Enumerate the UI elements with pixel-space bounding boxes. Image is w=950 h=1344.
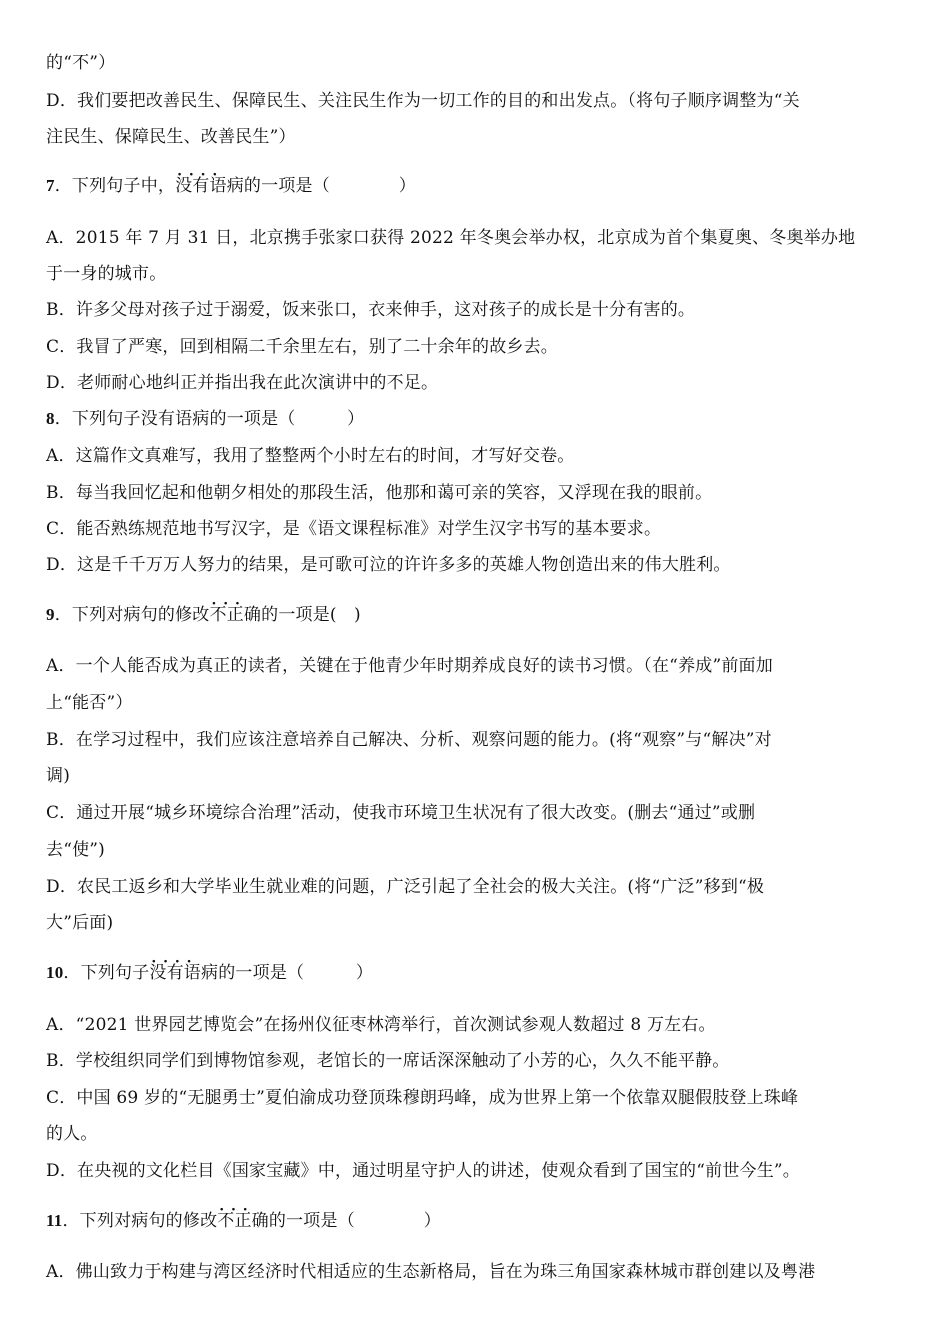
option-a: A．一个人能否成为真正的读者，关键在于他青少年时期养成良好的读书习惯。（在“养成”前面加 bbox=[46, 656, 773, 676]
question-text: ．下列句子中， bbox=[54, 176, 176, 196]
question-11 bbox=[46, 1210, 441, 1232]
question-10 bbox=[46, 962, 373, 984]
option-c: C．中国 69 岁的“无腿勇士”夏伯渝成功登顶珠穆朗玛峰，成为世界上第一个依靠双腿假肢登上珠峰 bbox=[46, 1088, 799, 1108]
text-line: 调) bbox=[46, 766, 71, 786]
question-text: 的一项是（ ） bbox=[268, 1211, 441, 1231]
text-line: 上“能否”） bbox=[46, 693, 133, 713]
emphasized-text: · · · · 没有语病 bbox=[149, 962, 218, 984]
option-d: D．老师耐心地纠正并指出我在此次演讲中的不足。 bbox=[46, 373, 439, 393]
option-c: C．能否熟练规范地书写汉字，是《语文课程标准》对学生汉字书写的基本要求。 bbox=[46, 519, 662, 539]
text-line: 的“不”） bbox=[46, 53, 116, 73]
question-9 bbox=[46, 604, 361, 626]
option-d: D．这是千千万万人努力的结果，是可歌可泣的许许多多的英雄人物创造出来的伟大胜利。 bbox=[46, 555, 731, 575]
option-b: B．每当我回忆起和他朝夕相处的那段生活，他那和蔼可亲的笑容，又浮现在我的眼前。 bbox=[46, 483, 713, 503]
emphasized-text: · · · 不正确 bbox=[210, 604, 262, 626]
question-text: ．下列对病句的修改 bbox=[54, 605, 210, 625]
option-a: A．佛山致力于构建与湾区经济时代相适应的生态新格局，旨在为珠三角国家森林城市群创建以及粤港 bbox=[46, 1262, 816, 1282]
question-number: 8 bbox=[46, 409, 55, 428]
text-line: 的人。 bbox=[46, 1124, 98, 1144]
text-line: 注民生、保障民生、改善民生”） bbox=[46, 127, 296, 147]
question-8 bbox=[46, 408, 364, 430]
text-line: 于一身的城市。 bbox=[46, 264, 167, 284]
question-text: 的一项是( ) bbox=[261, 605, 361, 625]
emphasized-text: · · · 不正确 bbox=[217, 1210, 269, 1232]
question-number: 9 bbox=[46, 605, 55, 624]
text-line: 去“使”) bbox=[46, 840, 106, 860]
option-d: D．我们要把改善民生、保障民生、关注民生作为一切工作的目的和出发点。（将句子顺序调整为“关 bbox=[46, 91, 800, 111]
option-b: B．在学习过程中，我们应该注意培养自己解决、分析、观察问题的能力。(将“观察”与“解决”对 bbox=[46, 730, 772, 750]
option-c: C．我冒了严寒，回到相隔二千余里左右，别了二十余年的故乡去。 bbox=[46, 337, 559, 357]
option-c: C．通过开展“城乡环境综合治理”活动，使我市环境卫生状况有了很大改变。(删去“通过”或删 bbox=[46, 803, 756, 823]
question-7 bbox=[46, 175, 416, 197]
option-b: B．学校组织同学们到博物馆参观，老馆长的一席话深深触动了小芳的心，久久不能平静。 bbox=[46, 1051, 730, 1071]
question-number: 7 bbox=[46, 176, 55, 195]
option-a: A．“2021 世界园艺博览会”在扬州仪征枣林湾举行，首次测试参观人数超过 8 万左右。 bbox=[46, 1015, 716, 1035]
question-text: 的一项是（ ） bbox=[243, 176, 416, 196]
option-d: D．农民工返乡和大学毕业生就业难的问题，广泛引起了全社会的极大关注。(将“广泛”移到“极 bbox=[46, 877, 765, 897]
option-a: A．这篇作文真难写，我用了整整两个小时左右的时间，才写好交卷。 bbox=[46, 446, 575, 466]
question-text: ．下列对病句的修改 bbox=[62, 1211, 218, 1231]
question-text: ．下列句子 bbox=[63, 963, 150, 983]
question-number: 10 bbox=[46, 963, 64, 982]
text-line: 大”后面) bbox=[46, 913, 114, 933]
option-d: D．在央视的文化栏目《国家宝藏》中，通过明星守护人的讲述，使观众看到了国宝的“前世今生”。 bbox=[46, 1161, 801, 1181]
question-number: 11 bbox=[46, 1211, 63, 1230]
option-b: B．许多父母对孩子过于溺爱，饭来张口，衣来伸手，这对孩子的成长是十分有害的。 bbox=[46, 300, 696, 320]
question-text: ．下列句子没有语病的一项是（ ） bbox=[54, 409, 365, 429]
option-a: A．2015 年 7 月 31 日，北京携手张家口获得 2022 年冬奥会举办权，北京成为首个集夏奥、冬奥举办地 bbox=[46, 228, 856, 248]
emphasized-text: · · · · 没有语病 bbox=[175, 175, 244, 197]
question-text: 的一项是（ ） bbox=[218, 963, 374, 983]
